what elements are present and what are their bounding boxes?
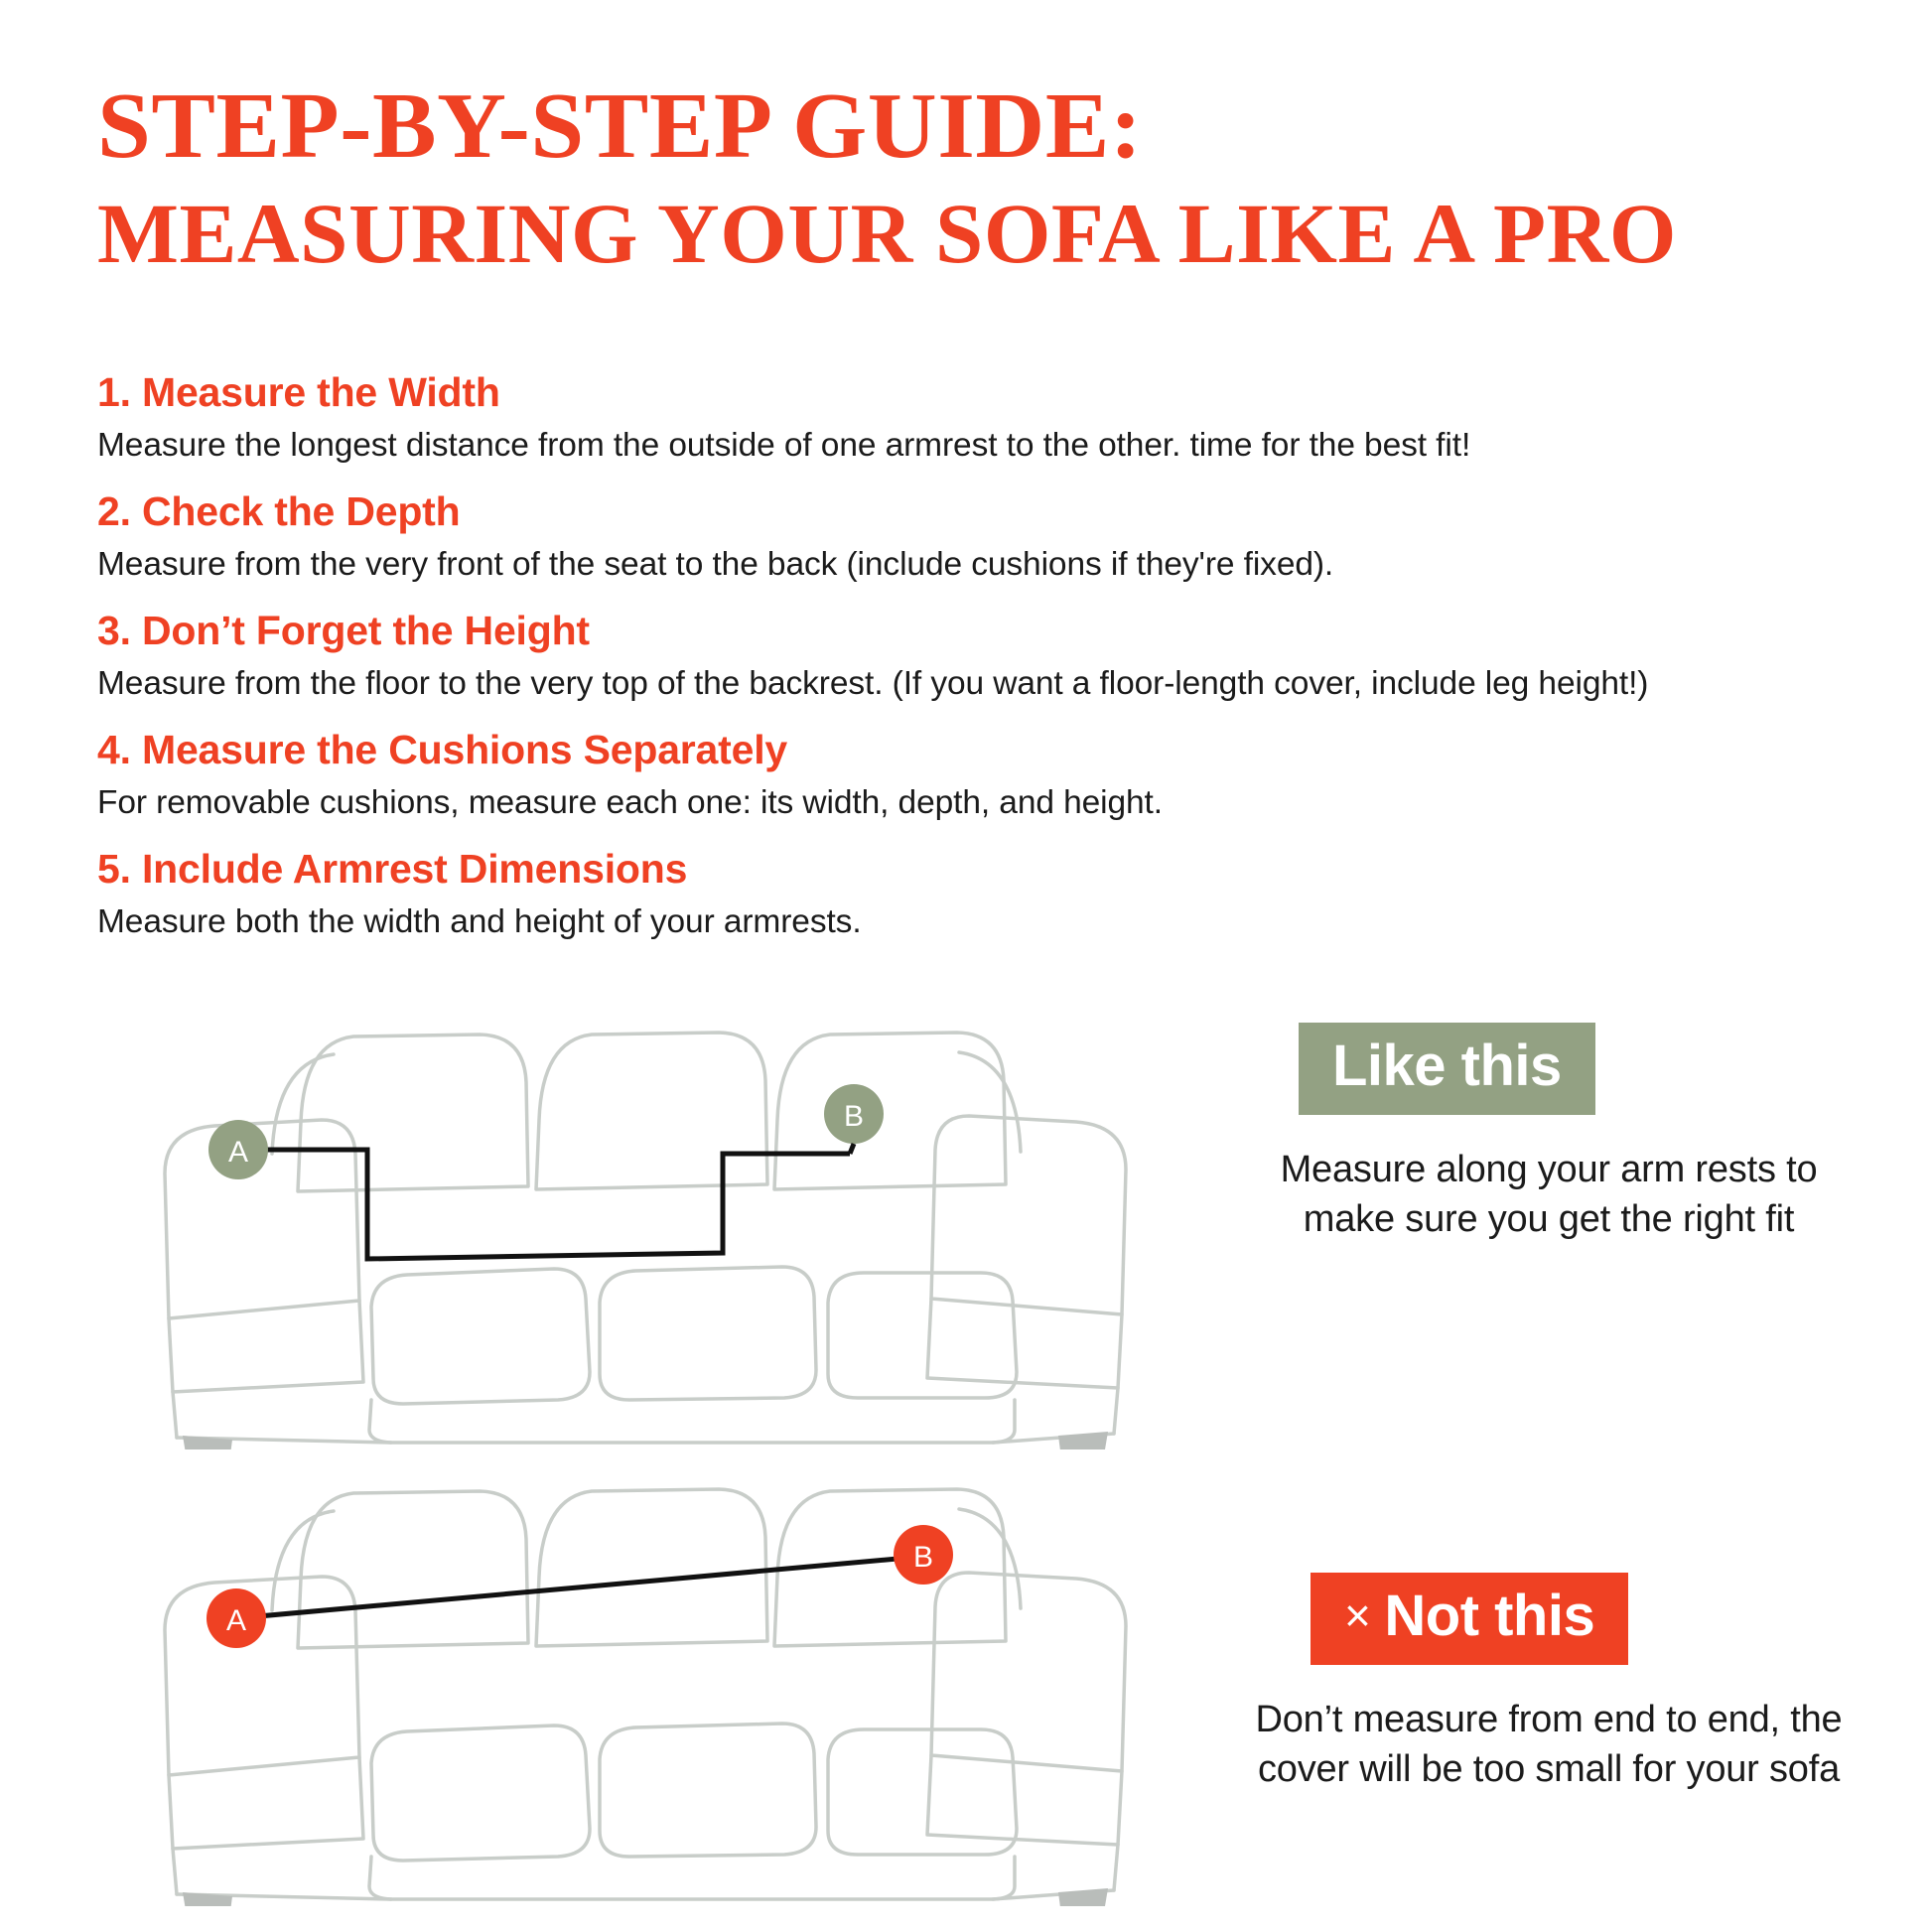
step-body-1: Measure the longest distance from the outside of one armrest to the other. time for the best fit! <box>97 427 1471 465</box>
callouts-column <box>1241 1023 1857 1795</box>
steps-list <box>97 369 1884 965</box>
step-item-1 <box>97 369 1884 467</box>
sofa-diagram-incorrect <box>87 1459 1209 1906</box>
step-item-3 <box>97 608 1884 705</box>
step-body-3: Measure from the floor to the very top of the backrest. (If you want a floor-length cover, include leg height!) <box>97 665 1649 703</box>
step-heading-2: 2. Check the Depth <box>97 488 461 535</box>
badge-like-this: Like this <box>1299 1023 1595 1115</box>
sofa-diagram-correct <box>87 1003 1209 1449</box>
svg-text:B: B <box>912 1541 934 1574</box>
step-item-2 <box>97 488 1884 586</box>
x-icon: × <box>1344 1588 1371 1641</box>
marker-a-incorrect <box>207 1588 266 1648</box>
svg-text:A: A <box>227 1136 249 1169</box>
marker-b-correct <box>824 1084 884 1144</box>
step-body-2: Measure from the very front of the seat to the back (include cushions if they're fixed). <box>97 546 1334 584</box>
step-heading-1: 1. Measure the Width <box>97 369 500 415</box>
badge-not-label: Not this <box>1384 1583 1595 1648</box>
step-heading-5: 5. Include Armrest Dimensions <box>97 846 688 893</box>
callout-like-text: Measure along your arm rests to make sure you get the right fit <box>1280 1148 1818 1241</box>
sofa-illustrations <box>87 993 1209 1906</box>
title-line-2: MEASURING YOUR SOFA LIKE A PRO <box>97 185 1677 281</box>
page-title <box>97 74 1874 281</box>
step-body-4: For removable cushions, measure each one: its width, depth, and height. <box>97 784 1163 822</box>
title-line-1: STEP-BY-STEP GUIDE: <box>97 74 1143 178</box>
marker-b-incorrect <box>894 1525 953 1585</box>
svg-text:A: A <box>225 1604 247 1637</box>
svg-text:B: B <box>843 1100 865 1133</box>
callout-not-text: Don’t measure from end to end, the cover will be too small for your sofa <box>1255 1698 1843 1791</box>
step-heading-3: 3. Don’t Forget the Height <box>97 608 590 654</box>
badge-not-this <box>1311 1573 1628 1665</box>
step-heading-4: 4. Measure the Cushions Separately <box>97 727 788 773</box>
step-item-4 <box>97 727 1884 824</box>
callout-like <box>1241 1023 1857 1245</box>
marker-a-correct <box>208 1120 268 1179</box>
step-item-5 <box>97 846 1884 943</box>
callout-not <box>1241 1573 1857 1795</box>
step-body-5: Measure both the width and height of your armrests. <box>97 903 862 941</box>
